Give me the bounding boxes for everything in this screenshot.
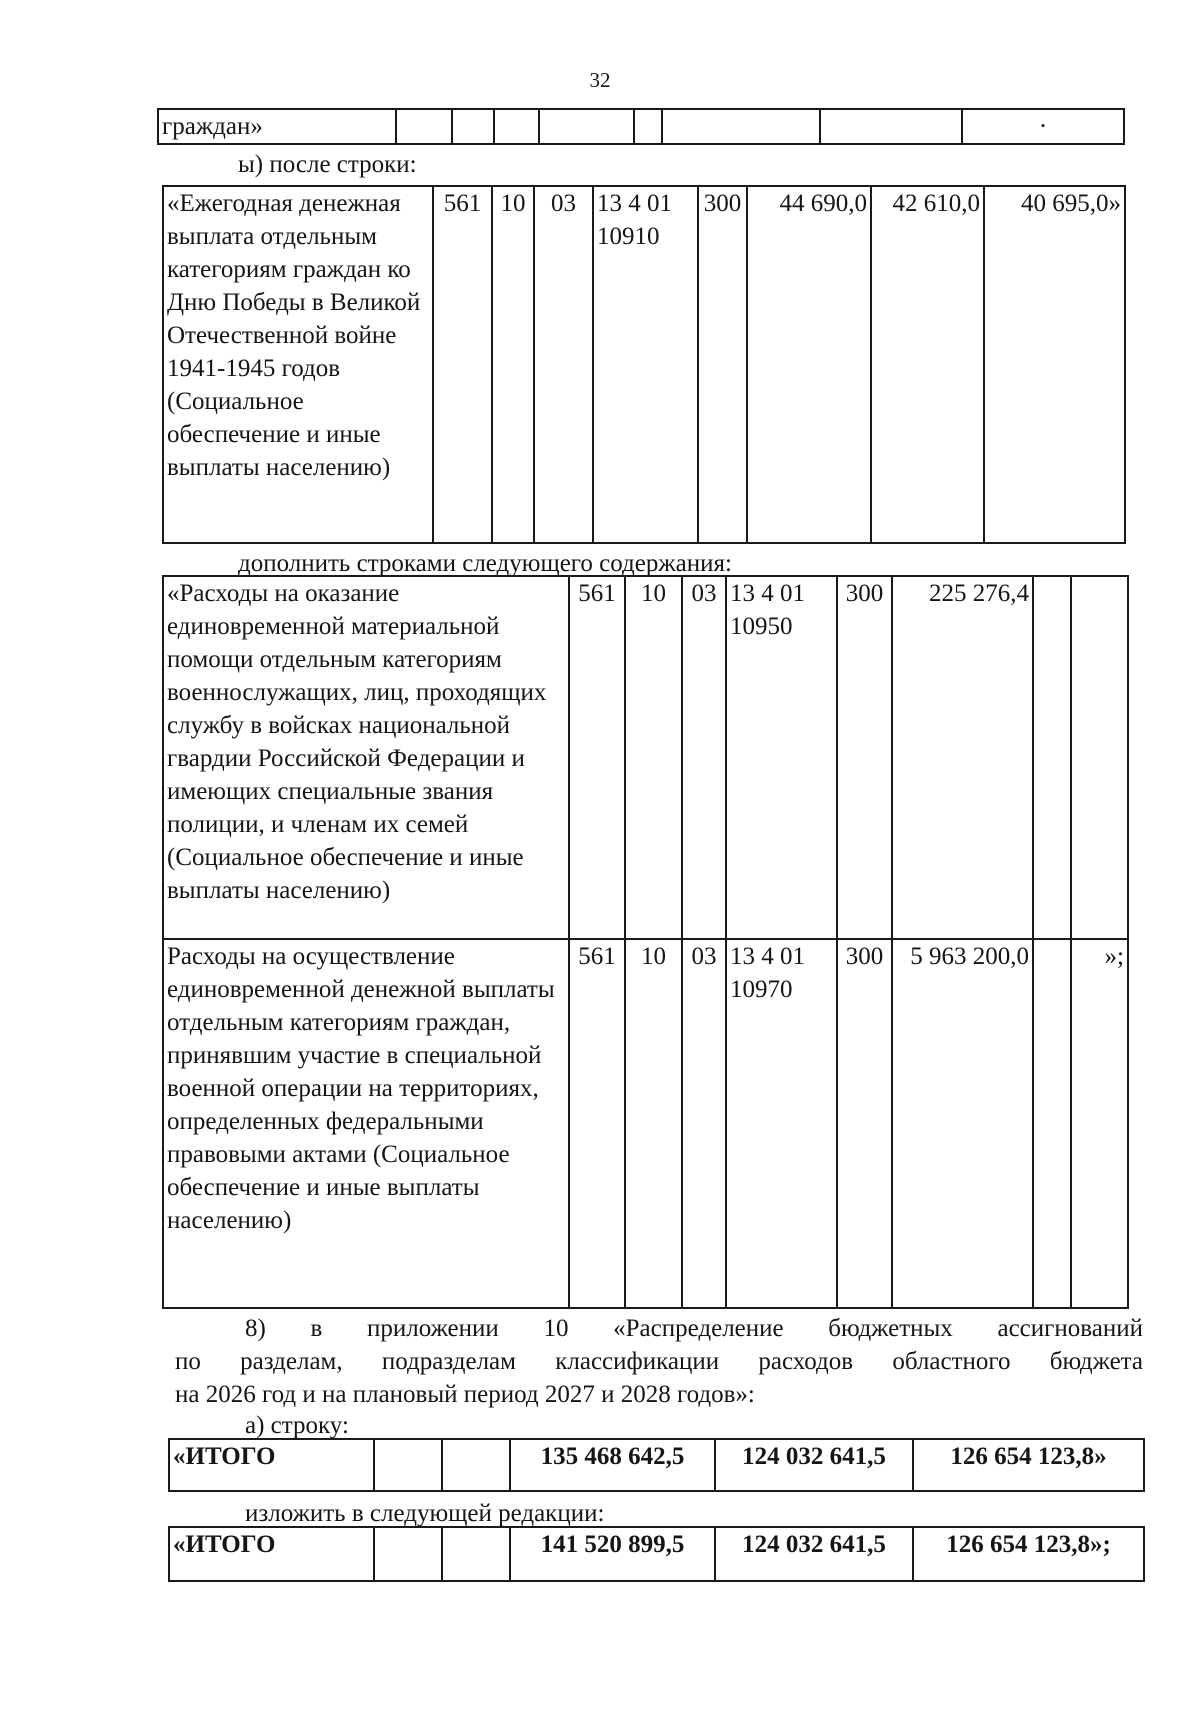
label-after-row: ы) после строки: — [238, 151, 417, 178]
table-cell — [374, 1527, 442, 1581]
table-cell: граждан» — [158, 109, 396, 144]
table-cell — [662, 109, 820, 144]
table-cell: · — [962, 109, 1124, 144]
table-cell: 40 695,0» — [984, 186, 1125, 543]
code-line: 13 4 01 — [730, 580, 805, 607]
label-add-rows: дополнить строками следующего содержания: — [238, 550, 732, 577]
table-cell — [820, 109, 962, 144]
paragraph-8 — [175, 1312, 1143, 1411]
table-cell — [396, 109, 452, 144]
total-label: «ИТОГО — [169, 1527, 374, 1581]
table-cell — [593, 186, 698, 543]
table-cell: 135 468 642,5 — [510, 1439, 715, 1491]
table-cell: 10 — [492, 186, 534, 543]
code-line: 10970 — [730, 976, 793, 1003]
table-cell: 10 — [625, 576, 682, 939]
table-cell: 5 963 200,0 — [892, 939, 1033, 1308]
table-cell: »; — [1071, 939, 1128, 1308]
row-name: «Ежегодная денежная выплата отдельным категориям граждан ко Дню Победы в Великой Отечественной войне 1941-1945 годов (Социальное обеспечение и иные выплаты населению) — [163, 186, 433, 543]
code-line: 13 4 01 — [597, 190, 672, 217]
table-cell — [442, 1527, 510, 1581]
table-cell — [374, 1439, 442, 1491]
table-cell: 03 — [682, 576, 726, 939]
table-2 — [162, 575, 1129, 1309]
table-cell: 300 — [698, 186, 747, 543]
table-row — [169, 1439, 1144, 1491]
table-cell — [452, 109, 494, 144]
table-cell: 03 — [534, 186, 593, 543]
table-row — [169, 1527, 1144, 1581]
paragraph-line: по разделам, подразделам классификации расходов областного бюджета — [175, 1348, 1143, 1375]
table-cell: 42 610,0 — [871, 186, 984, 543]
table-cell: 03 — [682, 939, 726, 1308]
table-cell: 126 654 123,8» — [913, 1439, 1144, 1491]
table-cell: 300 — [837, 576, 892, 939]
page-number: 32 — [589, 68, 611, 92]
table-cell: 124 032 641,5 — [715, 1527, 913, 1581]
table-cell: 300 — [837, 939, 892, 1308]
table-cell — [726, 576, 837, 939]
table-cell: 141 520 899,5 — [510, 1527, 715, 1581]
table-cell: 10 — [625, 939, 682, 1308]
table-cell: 225 276,4 — [892, 576, 1033, 939]
code-line: 10910 — [597, 223, 660, 250]
table-cell — [442, 1439, 510, 1491]
total-new-table — [168, 1526, 1145, 1582]
table-cell: 561 — [433, 186, 492, 543]
table-row — [163, 186, 1125, 543]
paragraph-line: на 2026 год и на плановый период 2027 и 2028 годов»: — [175, 1381, 755, 1408]
table-1 — [162, 185, 1126, 544]
table-cell — [1033, 939, 1071, 1308]
table-row — [163, 576, 1128, 939]
code-line: 10950 — [730, 613, 793, 640]
row-name: Расходы на осуществление единовременной денежной выплаты отдельным категориям граждан, принявшим участие в специальной военной операции на территориях, определенных федеральными правовыми актами (Социальное обеспечение и иные выплаты населению) — [163, 939, 569, 1308]
table-cell: 124 032 641,5 — [715, 1439, 913, 1491]
table-row — [163, 939, 1128, 1308]
total-old-table — [168, 1438, 1145, 1492]
table-cell — [634, 109, 662, 144]
label-replace: изложить в следующей редакции: — [245, 1500, 605, 1527]
paragraph-line: 8) в приложении 10 «Распределение бюджетных ассигнований — [245, 1315, 1143, 1342]
label-a-row: а) строку: — [245, 1412, 349, 1439]
table-cell — [1071, 576, 1128, 939]
code-line: 13 4 01 — [730, 943, 805, 970]
table-cell — [1033, 576, 1071, 939]
table-cell — [726, 939, 837, 1308]
total-label: «ИТОГО — [169, 1439, 374, 1491]
table-cell — [494, 109, 539, 144]
table-cell: 561 — [569, 939, 625, 1308]
table-cell — [539, 109, 634, 144]
table-cell: 126 654 123,8»; — [913, 1527, 1144, 1581]
table-cell: 561 — [569, 576, 625, 939]
row-name: «Расходы на оказание единовременной материальной помощи отдельным категориям военнослужащих, лиц, проходящих службу в войсках национальной гвардии Российской Федерации и имеющих специальные звания полиции, и членам их семей (Социальное обеспечение и иные выплаты населению) — [163, 576, 569, 939]
top-partial-table — [157, 108, 1125, 145]
table-cell: 44 690,0 — [747, 186, 871, 543]
